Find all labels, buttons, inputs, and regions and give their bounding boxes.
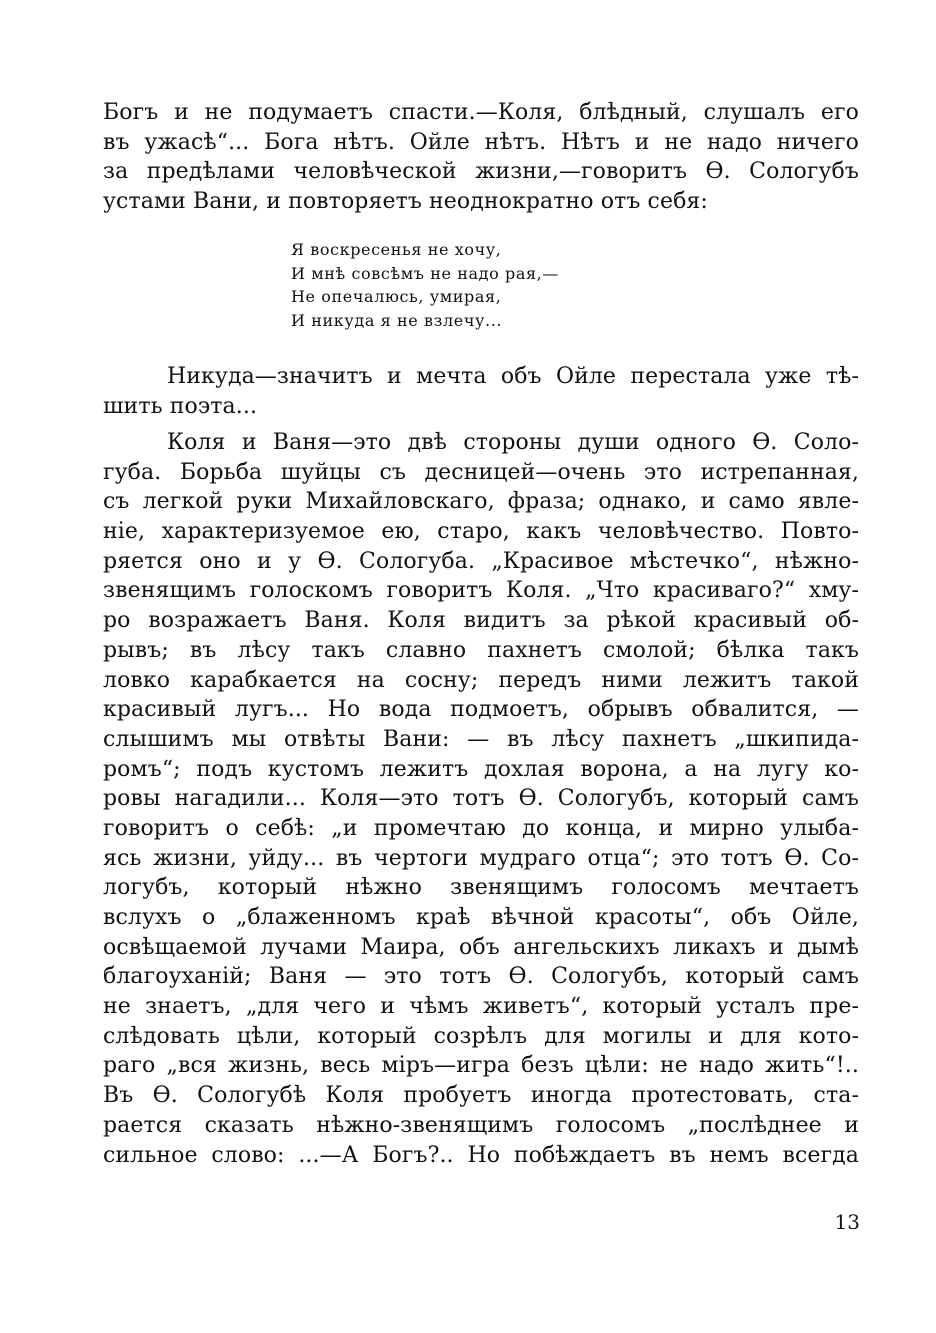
text-line: вслухъ о „блаженномъ краѣ вѣчной красоты“, объ Ойле, bbox=[103, 905, 859, 930]
paragraph-nikuda bbox=[103, 362, 859, 421]
text-line: звенящимъ голоскомъ говоритъ Коля. „Что красиваго?“ хму- bbox=[103, 578, 859, 604]
text-line: не знаетъ, „для чего и чѣмъ живетъ“, который усталъ пре- bbox=[103, 994, 859, 1020]
text-line: рывъ; въ лѣсу такъ славно пахнетъ смолой; бѣлка такъ bbox=[103, 637, 859, 663]
text-line: благоуханiй; Ваня — это тотъ Ѳ. Сологубъ, который самъ bbox=[103, 964, 859, 990]
text-line: рается сказать нѣжно-звенящимъ голосомъ „послѣднее и bbox=[103, 1112, 859, 1138]
text-line: ро возражаетъ Ваня. Коля видитъ за рѣкой красивый об- bbox=[103, 608, 859, 634]
text-line: логубъ, который нѣжно звенящимъ голосомъ мечтаетъ bbox=[103, 875, 859, 901]
text-line: ловко карабкается на сосну; передъ ними лежитъ такой bbox=[103, 667, 859, 693]
text-line: сильное слово: ...—А Богъ?.. Но побѣждаетъ въ немъ всегда bbox=[103, 1142, 859, 1168]
text-line: ясь жизни, уйду... въ чертоги мудраго отца“; это тотъ Ѳ. Со- bbox=[103, 845, 859, 871]
poem-quote bbox=[291, 238, 651, 333]
poem-line: Не опечалюсь, умирая, bbox=[291, 287, 502, 307]
text-line: красивый лугъ... Но вода подмоетъ, обрывъ обвалится, — bbox=[103, 697, 859, 723]
paragraph-kolya-vanya bbox=[103, 428, 859, 1170]
text-line: освѣщаемой лучами Маира, объ ангельскихъ ликахъ и дымѣ bbox=[103, 934, 859, 960]
text-line: Богъ и не подумаетъ спасти.—Коля, блѣдный, слушалъ его bbox=[103, 100, 859, 125]
text-line: говоритъ о себѣ: „и промечтаю до конца, и мирно улыба- bbox=[103, 815, 859, 841]
text-line: раго „вся жизнь, весь мiръ—игра безъ цѣли: не надо жить“!.. bbox=[103, 1053, 859, 1079]
text-line: за предѣлами человѣческой жизни,—говоритъ Ѳ. Сологубъ bbox=[103, 159, 859, 185]
text-line: губа. Борьба шуйцы съ десницей—очень это истрепанная, bbox=[103, 459, 859, 485]
opening-paragraph bbox=[103, 98, 859, 217]
text-line: Въ Ѳ. Сологубѣ Коля пробуетъ иногда протестовать, ста- bbox=[103, 1083, 859, 1109]
text-line: слышимъ мы отвѣты Вани: — въ лѣсу пахнетъ „шкипида- bbox=[103, 726, 859, 752]
text-line: ромъ“; подъ кустомъ лежитъ дохлая ворона, а на лугу ко- bbox=[103, 756, 859, 782]
poem-line: И мнѣ совсѣмъ не надо рая,— bbox=[291, 263, 559, 283]
page-number: 13 bbox=[834, 1210, 860, 1234]
text-line: нiе, характеризуемое ею, старо, какъ человѣчество. Повто- bbox=[103, 519, 859, 545]
poem-line: И никуда я не взлечу... bbox=[291, 311, 503, 331]
text-line: Коля и Ваня—это двѣ стороны души одного Ѳ. Соло- bbox=[167, 430, 859, 455]
text-line: съ легкой руки Михайловскаго, фраза; однако, и само явле- bbox=[103, 489, 859, 515]
text-line: въ ужасѣ“... Бога нѣтъ. Ойле нѣтъ. Нѣтъ и не надо ничего bbox=[103, 129, 859, 155]
text-line: Никуда—значитъ и мечта объ Ойле перестала уже тѣ- bbox=[167, 364, 859, 389]
text-line: устами Вани, и повторяетъ неоднократно отъ себя: bbox=[103, 189, 708, 215]
text-line: шить поэта... bbox=[103, 393, 258, 419]
poem-line: Я воскресенья не хочу, bbox=[291, 240, 502, 259]
text-line: ровы нагадили... Коля—это тотъ Ѳ. Сологубъ, который самъ bbox=[103, 786, 859, 812]
text-line: слѣдовать цѣли, который созрѣлъ для могилы и для кото- bbox=[103, 1023, 859, 1049]
text-line: ряется оно и у Ѳ. Сологуба. „Красивое мѣстечко“, нѣжно- bbox=[103, 548, 859, 574]
